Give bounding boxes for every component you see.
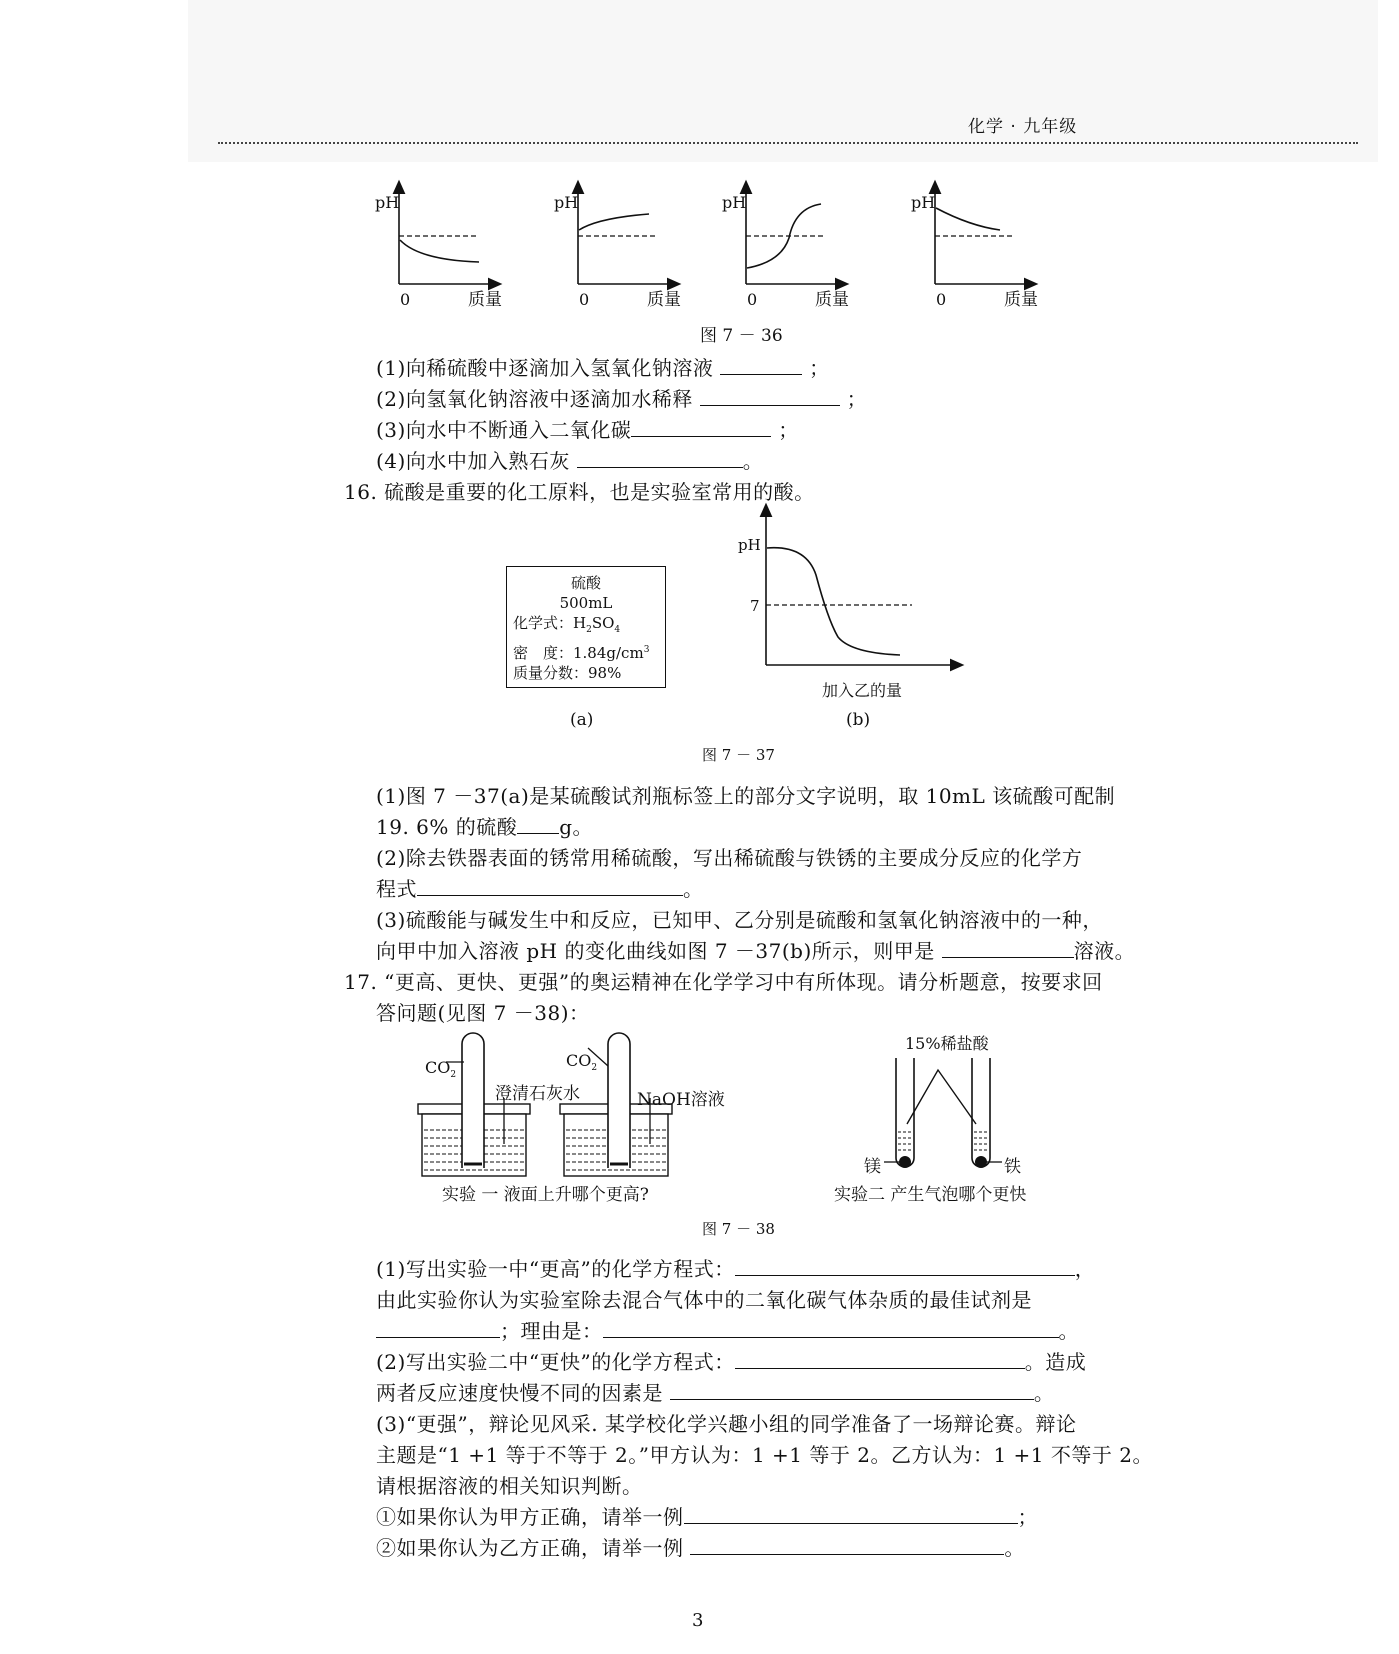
q16-p1-line2: 19. 6% 的硫酸 g。: [376, 815, 594, 839]
q17-stem-line1: 17. “更高、更快、更强”的奥运精神在化学学习中有所体现。请分析题意，按要求回: [344, 970, 1103, 994]
q16-p3-line2: 向甲中加入溶液 pH 的变化曲线如图 7 －37(b)所示，则甲是 溶液。: [376, 939, 1136, 963]
q17-a2-line2: 两者反应速度快慢不同的因素是 。: [376, 1381, 1055, 1405]
q16-p2-line1: (2)除去铁器表面的锈常用稀硫酸，写出稀硫酸与铁锈的主要成分反应的化学方: [376, 846, 1083, 870]
q15-item-4: (4)向水中加入熟石灰 。: [376, 449, 764, 473]
fe-piece: [975, 1156, 987, 1168]
curve: [579, 214, 649, 230]
q15-item-3: (3)向水中不断通入二氧化碳 ；: [376, 418, 799, 442]
q17-a3-option-2: ②如果你认为乙方正确，请举一例 。: [376, 1536, 1025, 1560]
q17-a3-line3: 请根据溶液的相关知识判断。: [376, 1474, 643, 1498]
experiment-2-apparatus: [860, 1058, 1020, 1178]
limewater-label: 澄清石灰水: [495, 1084, 580, 1104]
co2-label-left: $CO_2$: [425, 1058, 457, 1081]
header-band: [188, 0, 1378, 162]
q16-p1-line1: (1)图 7 －37(a)是某硫酸试剂瓶标签上的部分文字说明，取 10mL 该硫酸可配制: [376, 784, 1116, 808]
graph-b-xlabel: 加入乙的量: [822, 681, 903, 700]
q16-stem: 16. 硫酸是重要的化工原料，也是实验室常用的酸。: [344, 480, 815, 504]
mg-piece: [899, 1156, 911, 1168]
graph-b-ref: 7: [750, 597, 760, 615]
xlabel: 质量: [468, 290, 502, 310]
label-volume: 500mL: [559, 594, 613, 612]
q16-p2-line2: 程式 。: [376, 877, 704, 901]
fig37b-graph: [736, 505, 976, 705]
origin: 0: [579, 290, 590, 309]
ylabel: pH: [554, 193, 579, 212]
origin: 0: [747, 290, 758, 309]
q15-item-2: (2)向氢氧化钠溶液中逐滴加水稀释 ；: [376, 387, 868, 411]
fig37-sub-b: (b): [846, 710, 871, 730]
fig36-graph-3: [711, 180, 861, 310]
experiment-1-caption: 实验 一 液面上升哪个更高?: [442, 1185, 649, 1205]
fig36-graph-1: [364, 180, 514, 310]
q16-p3-line1: (3)硫酸能与碱发生中和反应，已知甲、乙分别是硫酸和氢氧化钠溶液中的一种，: [376, 908, 1103, 932]
fig37-caption: 图 7 － 37: [702, 746, 775, 764]
xlabel: 质量: [815, 290, 849, 310]
page-number: 3: [692, 1610, 704, 1631]
q17-a1-line2: 由此实验你认为实验室除去混合气体中的二氧化碳气体杂质的最佳试剂是: [376, 1288, 1032, 1312]
q17-a3-line1: (3)“更强”，辩论见风采. 某学校化学兴趣小组的同学准备了一场辩论赛。辩论: [376, 1412, 1077, 1436]
fig38-caption: 图 7 － 38: [702, 1220, 775, 1238]
q17-a1-line1: (1)写出实验一中“更高”的化学方程式： ，: [376, 1257, 1096, 1281]
ph-curve: [767, 548, 900, 655]
ylabel: pH: [911, 193, 936, 212]
graph-b-ylabel: pH: [738, 536, 761, 554]
naoh-label: NaOH溶液: [637, 1090, 725, 1110]
experiment-2-caption: 实验二 产生气泡哪个更快: [834, 1185, 1027, 1205]
ylabel: pH: [375, 193, 400, 212]
q17-a3-line2: 主题是“1 +1 等于不等于 2。”甲方认为：1 +1 等于 2。乙方认为：1 +1 不等于 2。: [376, 1443, 1153, 1467]
origin: 0: [936, 290, 947, 309]
label-fraction: 质量分数：98%: [513, 664, 622, 682]
xlabel: 质量: [1004, 290, 1038, 310]
acid-label: 15%稀盐酸: [905, 1034, 989, 1053]
q17-a2-line1: (2)写出实验二中“更快”的化学方程式： 。造成: [376, 1350, 1087, 1374]
header-title: 化学 · 九年级: [968, 117, 1078, 137]
origin: 0: [400, 290, 411, 309]
fig36-caption: 图 7 － 36: [700, 326, 783, 346]
q17-a3-option-1: ①如果你认为甲方正确，请举一例 ；: [376, 1505, 1038, 1529]
ylabel: pH: [722, 193, 747, 212]
label-density: 密 度：$1.84g/cm^3$: [513, 644, 650, 662]
curve: [400, 240, 479, 262]
q15-item-1: (1)向稀硫酸中逐滴加入氢氧化钠溶液 ；: [376, 356, 830, 380]
label-title: 硫酸: [570, 574, 601, 592]
fe-label: 铁: [1004, 1157, 1021, 1177]
curve: [936, 208, 1000, 230]
header-divider: [218, 142, 1358, 144]
fig36-graph-2: [543, 180, 693, 310]
q17-a1-line3: ；理由是： 。: [376, 1315, 1079, 1344]
q17-stem-line2: 答问题(见图 7 －38)：: [376, 1001, 590, 1025]
label-formula: 化学式：$H_2SO_4$: [513, 614, 621, 635]
acid-label-box: [506, 566, 666, 688]
fig37-sub-a: (a): [570, 710, 594, 730]
xlabel: 质量: [647, 290, 681, 310]
mg-label: 镁: [864, 1157, 881, 1177]
co2-label-right: $CO_2$: [566, 1051, 598, 1074]
fig36-graph-4: [900, 180, 1050, 310]
